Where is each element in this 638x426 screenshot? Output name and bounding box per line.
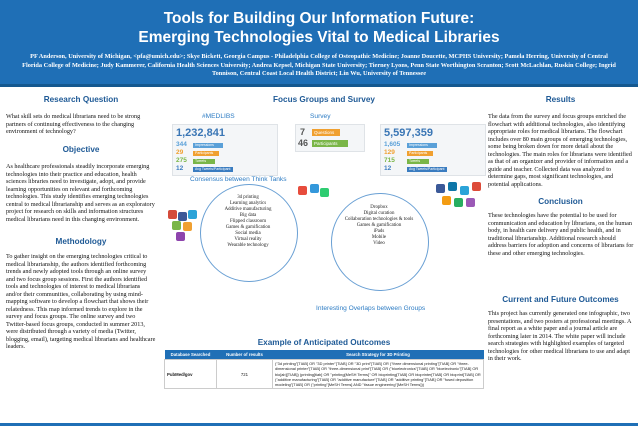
hclDr-n2: 129 xyxy=(384,149,395,156)
medlibs-avg: 12 xyxy=(176,165,184,172)
author-list: PF Anderson, University of Michigan, <pfa@umich.edu>; Skye Bickett, Georgia Campus - Philadelphia College of Osteopathic Medicine; Joanne Doucette, MCPHS University; Pamela Herring, University of Central Florida College of Medicine; Judy Kammerer, California Health Sciences University; Andrea Kepsel, Michigan State University; Tierney Lyons, Penn State Worthington Scranton; Scott McLachlan, Ruskin College; Ingrid Tonnison, Central Coast Local Health District; Lin Wu, University of Tennessee xyxy=(22,53,616,78)
overlap-list: Dropbox Digital curation Collaboration technologies & tools Games & gamification iPads Mobile Video xyxy=(344,205,414,246)
video-icon xyxy=(176,232,185,241)
survey-stats-panel xyxy=(295,124,365,152)
methodology-text: To gather insight on the emerging technologies critical to medical librarianship, the authors identified forthcoming trends and newly adopted tools through an online survey and two focus group sessions. First the authors identified tools and technologies of interest to medical librarians and/or their communities, collaborating by using mind-mapping software to develop a flowchart that shows their relatedness. This map informed trends to explore in the survey and focus groups. The online survey and two Twitter-based focus groups, conducted in summer 2013, were distributed through a variety of media (Twitter, blogging, email), targeting medical librarians and healthcare leaders. xyxy=(6,253,156,350)
consensus-list: 3d printing Learning analytics Additive manufacturing Big data Flipped classroom Games & gamification Social media Virtual reality Wearable technology xyxy=(224,195,272,248)
survey-questions-label: Questions xyxy=(314,130,335,135)
survey-participants-count: 46 xyxy=(298,138,309,148)
overlap-heading: Interesting Overlaps between Groups xyxy=(316,305,426,312)
medlibs-bar-4 xyxy=(193,167,233,172)
hclDr-stats-panel xyxy=(380,124,486,176)
conclusion-text: These technologies have the potential to be used for communication and education by librarians, on the human body, in health care delivery and public health, and in traditional librarianship. Additional research should address barriers for adoption and concerns of librarians for these and other emerging technologies. xyxy=(488,212,634,257)
cloud-icon xyxy=(310,184,319,193)
table-cell: 721 xyxy=(217,360,273,389)
poster-title-line1: Tools for Building Our Information Future: xyxy=(163,10,475,27)
hclDr-bar-1-label: Impressions xyxy=(409,143,428,147)
table-row xyxy=(165,360,484,389)
search-strategy-table xyxy=(164,350,484,389)
hclDr-bar-3-label: Tweets xyxy=(409,159,421,163)
survey-label: Survey xyxy=(310,113,331,120)
tech-icon xyxy=(168,210,177,219)
right-icon-cluster xyxy=(420,178,484,218)
hclDr-n1: 1,605 xyxy=(384,141,401,148)
poster-header xyxy=(0,0,638,87)
medlibs-bar-3 xyxy=(193,159,215,164)
table-cell: PubMed/gov xyxy=(165,360,217,389)
survey-participants-bar xyxy=(312,140,348,147)
table-header-cell: Search Strategy for 3D Printing xyxy=(273,350,484,360)
table-header-cell: Database Searched xyxy=(165,350,217,360)
skype-icon xyxy=(460,186,469,195)
center-icon-cluster xyxy=(296,184,332,204)
feedly-icon xyxy=(454,198,463,207)
medlibs-n2: 29 xyxy=(176,149,184,156)
medlibs-label: #MEDLIBS xyxy=(202,113,235,120)
objective-heading: Objective xyxy=(62,145,100,154)
hclDr-bar-3 xyxy=(407,159,429,164)
hclDr-bar-1 xyxy=(407,143,437,148)
methodology-heading: Methodology xyxy=(55,237,107,246)
survey-participants-label: Participants xyxy=(314,141,338,146)
medlibs-impressions: 1,232,841 xyxy=(176,127,225,139)
flickr-icon xyxy=(466,198,475,207)
medlibs-bar-2 xyxy=(193,151,219,156)
table-cell: ("3d printing"[TIAB] OR "3D printer"[TIAB] OR "3D print"[TIAB] OR ("three dimensional printing"[TIAB] OR "three-dimensional printer"[TIAB] OR "three-dimensional print"[TIAB] OR ("bioelectronics"[TIAB] OR "bioelectronic"[TIAB] OR bio[ab][TIAB]) (printing[tiab] OR "printing[MeSH Terms]" OR bioprinting[TIAB] OR bioprinter[TIAB] OR bioprint[TIAB] OR ("additive manufacturing"[TIAB] OR "additive manufacture"[TIAB] OR "additive printing"[TIAB] OR "fused deposition modeling"[TIAB] OR ("printing"[MeSH Terms] AND "tissue engineering"[MeSH Terms])) xyxy=(273,360,484,389)
twitter-icon xyxy=(188,210,197,219)
youtube-icon xyxy=(298,186,307,195)
hclDr-impressions: 5,597,359 xyxy=(384,127,433,139)
focus-groups-heading: Focus Groups and Survey xyxy=(273,95,375,104)
medlibs-bar-3-label: Tweets xyxy=(195,159,207,163)
hclDr-bar-2-label: Participants xyxy=(409,151,428,155)
medlibs-tweets-count: 275 xyxy=(176,157,187,164)
linkedin-icon xyxy=(448,182,457,191)
left-icon-cluster xyxy=(168,210,198,240)
current-future-heading: Current and Future Outcomes xyxy=(502,295,619,304)
rss-icon xyxy=(183,222,192,231)
facebook-icon xyxy=(436,184,445,193)
app-icon xyxy=(172,221,181,230)
research-question-heading: Research Question xyxy=(43,95,119,104)
survey-questions-bar xyxy=(312,129,340,136)
survey-questions-count: 7 xyxy=(300,127,306,137)
poster-title-line2: Emerging Technologies Vital to Medical Libraries xyxy=(138,29,500,46)
hclDr-bar-4-label: Avg Tweets/Participant xyxy=(409,167,445,171)
objective-text: As healthcare professionals steadily incorporate emerging technologies into their practice and education, health sciences libraries need to investigate, adopt, and provide learning opportunities on relevant and forthcoming technologies. This study identifies emerging technologies central to medical librarianship and serves as an exploratory project for research on skills and information structures medical librarians need in this changing environment. xyxy=(6,163,155,223)
hclDr-n3: 715 xyxy=(384,157,395,164)
conclusion-heading: Conclusion xyxy=(538,197,583,206)
medlibs-bar-4-label: Avg Tweets/Participant xyxy=(195,167,231,171)
social-icon xyxy=(178,212,187,221)
results-heading: Results xyxy=(545,95,576,104)
evernote-icon xyxy=(320,188,329,197)
blogger-icon xyxy=(442,196,451,205)
hclDr-bar-2 xyxy=(407,151,433,156)
medlibs-bar-2-label: Participants xyxy=(195,151,214,155)
results-text: The data from the survey and focus groups enriched the flowchart with additional technologies, also identifying appropriate roles for medical librarians. The flowchart includes over 80 main groups of emerging technologies, some being broken down for more detail about the technologies. The main roles for librarians were identified as that of an organizer and provider of information and a guide and teacher. Collected data was analyzed to determine gaps, most significant technologies, and potential applications. xyxy=(488,113,632,188)
hclDr-bar-4 xyxy=(407,167,447,172)
medlibs-stats-panel xyxy=(172,124,278,176)
google-icon xyxy=(472,182,481,191)
example-outcomes-heading: Example of Anticipated Outcomes xyxy=(257,338,391,347)
consensus-heading: Consensus between Think Tanks xyxy=(190,176,287,183)
current-future-text: This project has currently generated one infographic, two presentations, and two posters at professional meetings. A final report as a white paper and a journal article are forthcoming later in 2014. The white paper will include search strategies with highlighted examples of targeted technologies for other medical librarians to use and adapt in their work. xyxy=(488,310,632,362)
medlibs-bar-1 xyxy=(193,143,223,148)
research-question-text: What skill sets do medical librarians need to be strong partners of continuing effectiveness to the changing environment of technology? xyxy=(6,113,141,135)
medlibs-participants-count: 344 xyxy=(176,141,187,148)
medlibs-bar-1-label: Impressions xyxy=(195,143,214,147)
hclDr-n4: 12 xyxy=(384,165,392,172)
table-header-cell: Number of results xyxy=(217,350,273,360)
table-header-row xyxy=(165,350,484,360)
